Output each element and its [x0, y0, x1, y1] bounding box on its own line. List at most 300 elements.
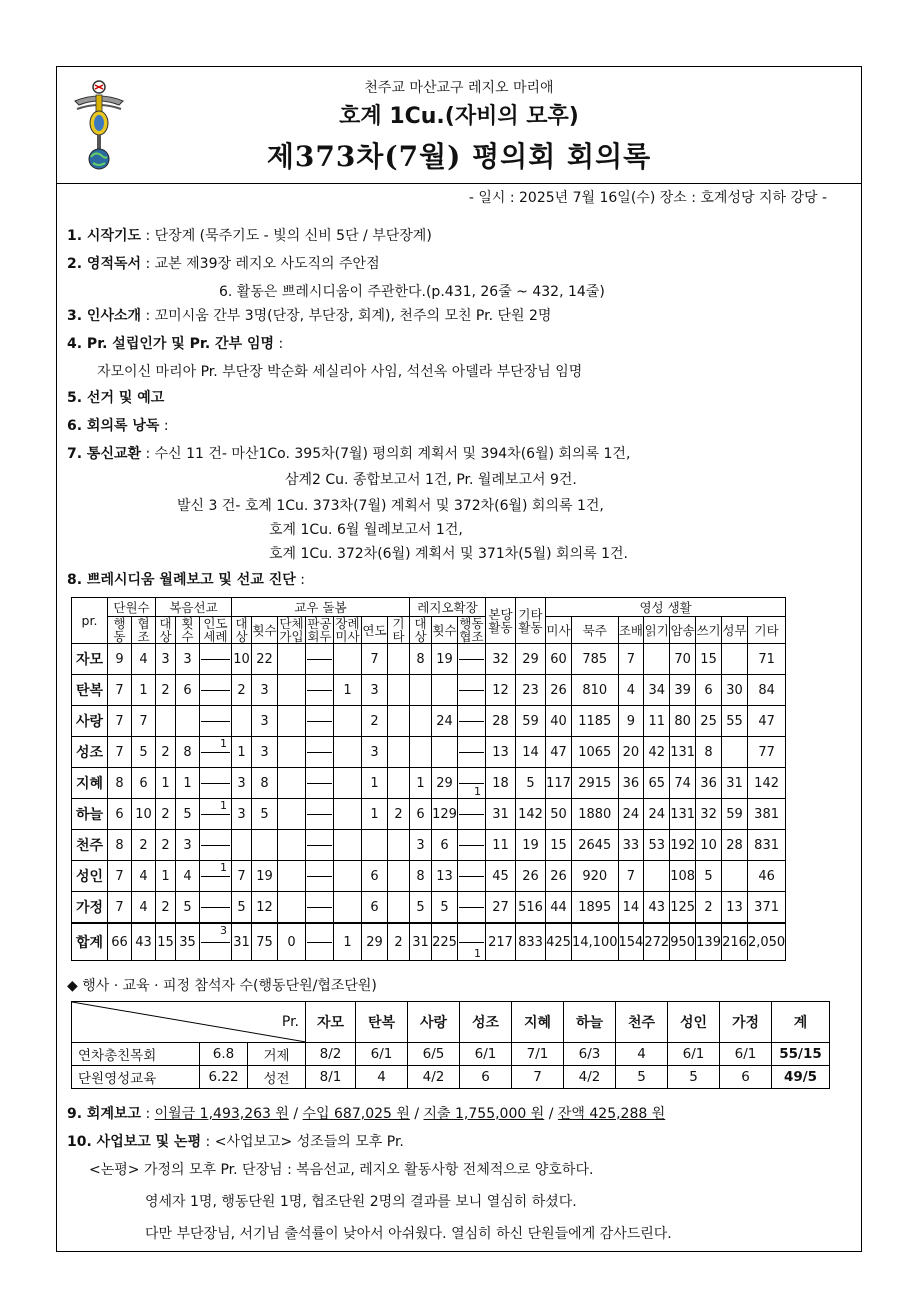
report-cell: 84 — [747, 675, 785, 706]
report-cell: 11 — [644, 706, 670, 737]
report-cell: 8 — [176, 737, 200, 768]
report-cell: 3 — [252, 737, 278, 768]
report-cell: 47 — [546, 737, 572, 768]
report-cell: 3 — [156, 644, 176, 675]
event-value: 6/3 — [564, 1043, 616, 1066]
active-aux-count: 1 — [474, 785, 481, 798]
report-cell: 0 — [278, 923, 306, 961]
report-cell — [334, 830, 362, 861]
report-cell: 3 — [252, 675, 278, 706]
report-cell: 59 — [721, 799, 747, 830]
report-cell — [410, 675, 432, 706]
pr-name: 하늘 — [72, 799, 108, 830]
report-cell: 4 — [132, 892, 156, 924]
pr-name: 자모 — [72, 644, 108, 675]
report-cell: 3 — [176, 644, 200, 675]
events-col-1: 탄복 — [356, 1002, 408, 1043]
report-cell: 32 — [486, 644, 516, 675]
report-cell: 4 — [132, 644, 156, 675]
events-table — [71, 1001, 830, 1089]
report-cell: 29 — [432, 768, 458, 799]
confession-cell — [306, 799, 334, 830]
report-cell: 216 — [721, 923, 747, 961]
events-title: ◆ 행사 · 교육 · 피정 참석자 수(행동단원/협조단원) — [67, 978, 377, 994]
report-cell: 43 — [644, 892, 670, 924]
report-cell: 139 — [696, 923, 722, 961]
report-cell: 28 — [721, 830, 747, 861]
report-cell: 31 — [721, 768, 747, 799]
report-cell: 516 — [516, 892, 546, 924]
report-cell: 371 — [747, 892, 785, 924]
events-pr-label: Pr. — [281, 1014, 299, 1030]
group-expansion: 레지오확장 — [410, 598, 486, 617]
subheader-19: 암송 — [670, 617, 696, 644]
report-cell: 70 — [670, 644, 696, 675]
report-cell: 19 — [516, 830, 546, 861]
report-cell: 3 — [362, 675, 388, 706]
report-cell: 18 — [486, 768, 516, 799]
report-cell: 3 — [362, 737, 388, 768]
report-cell: 5 — [176, 799, 200, 830]
report-cell: 4 — [176, 861, 200, 892]
report-cell — [388, 644, 410, 675]
subheader-14: 행동협조 — [459, 616, 484, 644]
report-cell — [278, 892, 306, 924]
subheader-18: 읽기 — [644, 617, 670, 644]
subheader-8: 판공회두 — [307, 616, 332, 644]
subheader-17: 조배 — [618, 617, 644, 644]
report-cell — [388, 830, 410, 861]
report-cell: 50 — [546, 799, 572, 830]
events-col-3: 성조 — [460, 1002, 512, 1043]
document-page — [56, 66, 862, 1252]
pr-name: 성조 — [72, 737, 108, 768]
pr-header: pr. — [72, 598, 108, 644]
event-value: 55/15 — [772, 1043, 830, 1066]
report-row — [72, 892, 786, 924]
report-cell: 833 — [516, 923, 546, 961]
subheader-13: 횟수 — [432, 617, 458, 644]
subheader-3: 횟수 — [176, 617, 200, 644]
report-cell — [334, 644, 362, 675]
active-aux-cell — [458, 892, 486, 924]
report-cell: 44 — [546, 892, 572, 924]
subheader-6: 횟수 — [252, 617, 278, 644]
report-cell: 142 — [516, 799, 546, 830]
report-cell: 1895 — [572, 892, 619, 924]
report-cell — [252, 830, 278, 861]
report-cell: 66 — [108, 923, 132, 961]
event-value: 8/2 — [306, 1043, 356, 1066]
item-correspondence-line5: 호계 1Cu. 372차(6월) 계획서 및 371차(5월) 회의록 1건. — [269, 546, 628, 562]
event-value: 5 — [616, 1066, 668, 1089]
report-cell: 1185 — [572, 706, 619, 737]
report-cell: 272 — [644, 923, 670, 961]
report-cell: 4 — [618, 675, 644, 706]
report-cell: 7 — [108, 861, 132, 892]
event-value: 6/1 — [356, 1043, 408, 1066]
event-value: 6 — [720, 1066, 772, 1089]
report-cell: 5 — [410, 892, 432, 924]
subheader-16: 묵주 — [572, 617, 619, 644]
report-cell: 7 — [108, 892, 132, 924]
subheader-11: 기타 — [388, 617, 410, 644]
report-cell: 19 — [252, 861, 278, 892]
pr-name: 성인 — [72, 861, 108, 892]
active-aux-cell — [458, 861, 486, 892]
report-cell: 154 — [618, 923, 644, 961]
group-care: 교우 돌봄 — [232, 598, 410, 617]
report-row — [72, 706, 786, 737]
baptism-cell — [200, 644, 232, 675]
pr-name: 탄복 — [72, 675, 108, 706]
report-cell — [278, 644, 306, 675]
report-cell: 6 — [362, 892, 388, 924]
report-cell: 1 — [132, 675, 156, 706]
report-cell: 13 — [432, 861, 458, 892]
report-cell: 19 — [432, 644, 458, 675]
subheader-4: 인도세례 — [200, 617, 232, 644]
item-minutes-reading: 6. 회의록 낭독 : — [67, 418, 169, 434]
event-value: 5 — [668, 1066, 720, 1089]
event-value: 6/1 — [460, 1043, 512, 1066]
report-cell: 8 — [696, 737, 722, 768]
report-cell: 5 — [516, 768, 546, 799]
report-cell — [232, 706, 252, 737]
pr-name: 사랑 — [72, 706, 108, 737]
events-col-9: 계 — [772, 1002, 830, 1043]
group-other: 기타활동 — [516, 598, 546, 644]
baptism-cell — [200, 768, 232, 799]
report-cell: 10 — [132, 799, 156, 830]
report-cell: 831 — [747, 830, 785, 861]
report-cell: 36 — [618, 768, 644, 799]
active-aux-cell — [458, 768, 486, 799]
report-cell: 39 — [670, 675, 696, 706]
report-cell: 1 — [362, 768, 388, 799]
report-cell — [278, 799, 306, 830]
event-place: 거제 — [248, 1043, 306, 1066]
report-cell — [410, 706, 432, 737]
event-value: 6/1 — [720, 1043, 772, 1066]
report-cell: 35 — [176, 923, 200, 961]
report-cell: 2 — [388, 799, 410, 830]
report-cell: 40 — [546, 706, 572, 737]
events-col-8: 가정 — [720, 1002, 772, 1043]
event-value: 49/5 — [772, 1066, 830, 1089]
report-cell: 2 — [132, 830, 156, 861]
report-cell: 142 — [747, 768, 785, 799]
report-cell: 13 — [721, 892, 747, 924]
item-introductions: 3. 인사소개 : 꼬미시움 간부 3명(단장, 부단장, 회계), 천주의 모친 Pr. 단원 2명 — [67, 308, 552, 324]
report-row — [72, 923, 786, 961]
report-cell: 2 — [156, 892, 176, 924]
report-cell — [334, 892, 362, 924]
baptism-cell — [200, 892, 232, 924]
item-spiritual-reading-detail: 6. 활동은 쁘레시디움이 주관한다.(p.431, 26줄 ~ 432, 14줄) — [219, 284, 605, 300]
report-cell: 129 — [432, 799, 458, 830]
subheader-2: 대상 — [156, 617, 176, 644]
event-value: 7/1 — [512, 1043, 564, 1066]
group-spiritual: 영성 생활 — [546, 598, 786, 617]
review-line-1: <논평> 가정의 모후 Pr. 단장님 : 복음선교, 레지오 활동사항 전체적으로 양호하다. — [89, 1162, 594, 1178]
event-value: 8/1 — [306, 1066, 356, 1089]
item-monthly-report: 8. 쁘레시디움 월례보고 및 선교 진단 : — [67, 572, 305, 588]
report-cell — [278, 706, 306, 737]
report-cell — [176, 706, 200, 737]
item-correspondence-line3: 발신 3 건- 호계 1Cu. 373차(7월) 계획서 및 372차(6월) 회의록 1건, — [177, 498, 604, 514]
report-cell — [721, 644, 747, 675]
active-aux-cell — [458, 737, 486, 768]
report-cell: 46 — [747, 861, 785, 892]
active-aux-cell — [458, 644, 486, 675]
baptism-count: 1 — [220, 799, 227, 812]
event-date: 6.8 — [200, 1043, 248, 1066]
report-cell — [432, 737, 458, 768]
report-row — [72, 830, 786, 861]
report-cell: 26 — [516, 861, 546, 892]
item-election: 5. 선거 및 예고 — [67, 390, 165, 406]
report-cell: 2 — [156, 737, 176, 768]
report-cell: 2 — [696, 892, 722, 924]
report-cell — [410, 737, 432, 768]
subheader-0: 행동 — [108, 617, 132, 644]
active-aux-cell — [458, 923, 486, 961]
report-cell: 33 — [618, 830, 644, 861]
baptism-cell — [200, 830, 232, 861]
report-cell — [334, 706, 362, 737]
subheader-10: 연도 — [362, 617, 388, 644]
report-cell: 920 — [572, 861, 619, 892]
report-cell: 12 — [252, 892, 278, 924]
report-cell: 26 — [546, 675, 572, 706]
report-cell — [278, 737, 306, 768]
report-cell: 24 — [644, 799, 670, 830]
report-cell — [232, 830, 252, 861]
report-cell: 7 — [132, 706, 156, 737]
report-cell: 2 — [388, 923, 410, 961]
subheader-9: 장례미사 — [335, 616, 360, 644]
report-cell: 6 — [432, 830, 458, 861]
report-cell — [334, 799, 362, 830]
report-row — [72, 861, 786, 892]
report-cell: 217 — [486, 923, 516, 961]
report-cell: 6 — [108, 799, 132, 830]
document-header — [57, 67, 861, 184]
report-cell: 2,050 — [747, 923, 785, 961]
active-aux-cell — [458, 675, 486, 706]
report-cell: 2 — [156, 799, 176, 830]
report-cell: 1 — [176, 768, 200, 799]
report-cell: 6 — [132, 768, 156, 799]
report-cell — [644, 861, 670, 892]
event-value: 6/1 — [668, 1043, 720, 1066]
pr-name: 가정 — [72, 892, 108, 924]
report-cell: 14,100 — [572, 923, 619, 961]
group-parish: 본당활동 — [486, 598, 516, 644]
report-cell: 2 — [156, 830, 176, 861]
review-line-3: 다만 부단장님, 서기님 출석률이 낮아서 아쉬웠다. 열심히 하신 단원들에게 감사드린다. — [145, 1226, 672, 1242]
item-opening-prayer: 1. 시작기도 : 단장계 (묵주기도 - 빛의 신비 5단 / 부단장계) — [67, 228, 432, 244]
report-cell: 32 — [696, 799, 722, 830]
report-cell — [278, 768, 306, 799]
report-cell: 23 — [516, 675, 546, 706]
report-cell: 53 — [644, 830, 670, 861]
report-cell: 3 — [410, 830, 432, 861]
report-cell: 1 — [334, 675, 362, 706]
confession-cell — [306, 861, 334, 892]
report-cell: 7 — [618, 861, 644, 892]
report-cell: 3 — [232, 799, 252, 830]
report-cell: 2645 — [572, 830, 619, 861]
report-cell: 15 — [546, 830, 572, 861]
report-cell: 9 — [108, 644, 132, 675]
event-value: 4 — [616, 1043, 668, 1066]
report-cell: 3 — [252, 706, 278, 737]
report-cell: 7 — [618, 644, 644, 675]
report-cell: 5 — [432, 892, 458, 924]
report-cell: 1 — [410, 768, 432, 799]
report-cell: 5 — [252, 799, 278, 830]
diagonal-divider — [72, 1002, 306, 1042]
report-cell: 1 — [334, 923, 362, 961]
baptism-cell — [200, 799, 232, 830]
report-cell: 2 — [362, 706, 388, 737]
report-cell: 12 — [486, 675, 516, 706]
report-cell — [334, 861, 362, 892]
confession-cell — [306, 706, 334, 737]
report-cell: 31 — [410, 923, 432, 961]
baptism-cell — [200, 923, 232, 961]
report-cell: 6 — [362, 861, 388, 892]
report-cell — [362, 830, 388, 861]
report-cell — [388, 737, 410, 768]
report-cell: 15 — [156, 923, 176, 961]
report-cell: 31 — [232, 923, 252, 961]
subheader-7: 단체가입 — [279, 616, 304, 644]
report-row — [72, 644, 786, 675]
report-cell: 2 — [232, 675, 252, 706]
report-cell: 10 — [232, 644, 252, 675]
report-cell: 7 — [362, 644, 388, 675]
report-cell: 22 — [252, 644, 278, 675]
events-col-0: 자모 — [306, 1002, 356, 1043]
report-cell: 6 — [410, 799, 432, 830]
report-cell: 5 — [132, 737, 156, 768]
report-cell: 15 — [696, 644, 722, 675]
subheader-22: 기타 — [747, 617, 785, 644]
item-spiritual-reading: 2. 영적독서 : 교본 제39장 레지오 사도직의 주안점 — [67, 256, 380, 272]
report-cell: 785 — [572, 644, 619, 675]
report-cell — [334, 768, 362, 799]
confession-cell — [306, 892, 334, 924]
active-aux-cell — [458, 799, 486, 830]
report-cell: 1 — [156, 768, 176, 799]
report-cell — [278, 675, 306, 706]
report-cell: 13 — [486, 737, 516, 768]
events-col-2: 사랑 — [408, 1002, 460, 1043]
report-cell — [278, 861, 306, 892]
event-name: 연차총친목회 — [72, 1043, 200, 1066]
report-cell: 29 — [362, 923, 388, 961]
report-cell: 131 — [670, 737, 696, 768]
report-cell: 1 — [156, 861, 176, 892]
report-cell: 950 — [670, 923, 696, 961]
pr-name: 지혜 — [72, 768, 108, 799]
item-pr-appointment-detail: 자모이신 마리아 Pr. 부단장 박순화 세실리아 사임, 석선옥 아델라 부단장님 임명 — [97, 364, 583, 380]
report-cell: 47 — [747, 706, 785, 737]
report-cell: 14 — [516, 737, 546, 768]
report-cell: 1880 — [572, 799, 619, 830]
report-cell: 24 — [432, 706, 458, 737]
report-cell: 8 — [108, 830, 132, 861]
finance-report: 9. 회계보고 : 이월금 1,493,263 원 / 수입 687,025 원 / 지출 1,755,000 원 / 잔액 425,288 원 — [67, 1106, 666, 1122]
subheader-5: 대상 — [232, 617, 252, 644]
subheader-20: 쓰기 — [696, 617, 722, 644]
subheader-1: 협조 — [132, 617, 156, 644]
report-cell: 7 — [108, 675, 132, 706]
report-cell: 3 — [176, 830, 200, 861]
confession-cell — [306, 923, 334, 961]
report-cell — [432, 675, 458, 706]
report-cell: 7 — [232, 861, 252, 892]
events-corner — [72, 1002, 306, 1043]
report-cell — [278, 830, 306, 861]
baptism-cell — [200, 675, 232, 706]
event-value: 6 — [460, 1066, 512, 1089]
report-cell: 20 — [618, 737, 644, 768]
report-cell: 59 — [516, 706, 546, 737]
report-cell: 45 — [486, 861, 516, 892]
report-cell: 381 — [747, 799, 785, 830]
report-cell: 192 — [670, 830, 696, 861]
document-title: 제373차(7월) 평의회 회의록 — [266, 140, 652, 173]
item-correspondence-line2: 삼계2 Cu. 종합보고서 1건, Pr. 월례보고서 9건. — [285, 472, 577, 488]
report-cell — [388, 768, 410, 799]
group-evangelization: 복음선교 — [156, 598, 232, 617]
report-cell: 6 — [176, 675, 200, 706]
event-name: 단원영성교육 — [72, 1066, 200, 1089]
report-cell: 74 — [670, 768, 696, 799]
baptism-count: 3 — [220, 924, 227, 937]
report-cell: 8 — [410, 861, 432, 892]
report-cell: 10 — [696, 830, 722, 861]
report-cell: 31 — [486, 799, 516, 830]
baptism-count: 1 — [220, 737, 227, 750]
events-row — [72, 1066, 830, 1089]
event-value: 6/5 — [408, 1043, 460, 1066]
event-value: 4/2 — [408, 1066, 460, 1089]
item-correspondence: 7. 통신교환 : 수신 11 건- 마산1Co. 395차(7월) 평의회 계획서 및 394차(6월) 회의록 1건, — [67, 446, 631, 462]
report-cell: 34 — [644, 675, 670, 706]
report-cell: 4 — [132, 861, 156, 892]
monthly-report-table — [71, 597, 786, 961]
active-aux-cell — [458, 830, 486, 861]
event-place: 성전 — [248, 1066, 306, 1089]
item-pr-appointment: 4. Pr. 설립인가 및 Pr. 간부 임명 : — [67, 336, 284, 352]
baptism-count: 1 — [220, 861, 227, 874]
confession-cell — [306, 830, 334, 861]
report-cell: 1 — [362, 799, 388, 830]
events-col-4: 지혜 — [512, 1002, 564, 1043]
report-row — [72, 675, 786, 706]
report-cell — [721, 737, 747, 768]
events-col-5: 하늘 — [564, 1002, 616, 1043]
report-cell: 2 — [156, 675, 176, 706]
report-cell: 225 — [432, 923, 458, 961]
report-cell: 29 — [516, 644, 546, 675]
events-col-7: 성인 — [668, 1002, 720, 1043]
